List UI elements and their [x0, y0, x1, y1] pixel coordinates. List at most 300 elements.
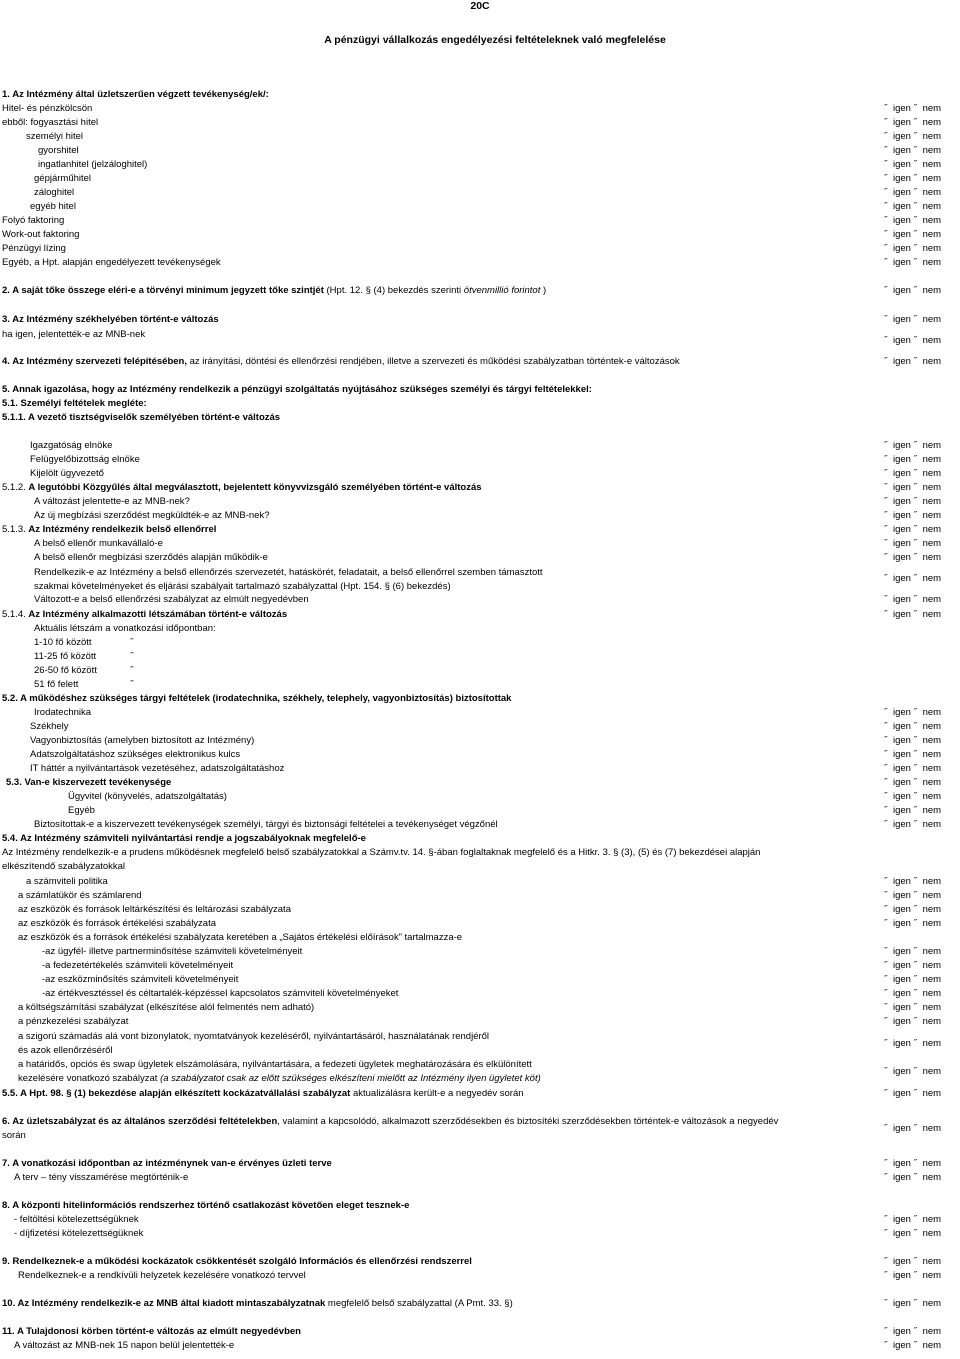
- question-text-part: egyéb hitel: [30, 201, 76, 212]
- question-row: [0, 636, 960, 649]
- question-text-part: -az eszközminősítés számviteli követelményeit: [42, 974, 239, 985]
- yes-label: igen: [893, 791, 911, 802]
- form-title: A pénzügyi vállalkozás engedélyezési feltételeknek való megfelelése: [324, 34, 666, 46]
- question-text-part: 1-10 fő között: [34, 637, 92, 648]
- yes-label: igen: [893, 285, 911, 296]
- yes-checkbox[interactable]: [884, 355, 889, 368]
- yes-no-choice: [884, 334, 960, 347]
- no-checkbox[interactable]: [914, 973, 919, 986]
- yes-checkbox[interactable]: [884, 706, 889, 719]
- no-checkbox[interactable]: [914, 776, 919, 789]
- yes-checkbox[interactable]: [884, 313, 889, 326]
- question-row: [0, 1255, 960, 1268]
- yes-checkbox[interactable]: [884, 1339, 889, 1352]
- yes-checkbox[interactable]: [884, 959, 889, 972]
- yes-label: igen: [893, 1123, 911, 1134]
- yes-checkbox[interactable]: [884, 1001, 889, 1014]
- yes-label: igen: [893, 538, 911, 549]
- question-text-part: Változott-e a belső ellenőrzési szabályzat az elmúlt negyedévben: [34, 594, 309, 605]
- no-label: nem: [922, 552, 942, 563]
- question-text: [2, 228, 79, 241]
- yes-label: igen: [893, 1228, 911, 1239]
- question-row: [0, 411, 960, 424]
- yes-checkbox[interactable]: [884, 889, 889, 902]
- question-text-part: 5.1.1. A vezető tisztségviselők személyében történt-e változás: [2, 412, 281, 423]
- no-label: nem: [922, 791, 942, 802]
- yes-label: igen: [893, 763, 911, 774]
- question-row: [0, 987, 960, 1000]
- yes-checkbox[interactable]: [884, 144, 889, 157]
- yes-no-choice: [884, 509, 960, 522]
- yes-label: igen: [893, 960, 911, 971]
- question-text: [18, 1001, 314, 1014]
- yes-checkbox[interactable]: [884, 1213, 889, 1226]
- no-checkbox[interactable]: [914, 130, 919, 143]
- yes-checkbox[interactable]: [884, 720, 889, 733]
- headcount-checkbox[interactable]: [130, 650, 133, 663]
- question-text: [34, 650, 96, 663]
- no-checkbox[interactable]: [914, 959, 919, 972]
- question-text: [18, 917, 216, 930]
- yes-checkbox[interactable]: [884, 467, 889, 480]
- no-checkbox[interactable]: [914, 481, 919, 494]
- question-text-part: 10. Az Intézmény rendelkezik-e az MNB által kiadott mintaszabályzatnak: [2, 1298, 326, 1309]
- no-checkbox[interactable]: [914, 200, 919, 213]
- question-text-part: személyi hitel: [26, 131, 84, 142]
- yes-checkbox[interactable]: [884, 172, 889, 185]
- yes-checkbox[interactable]: [884, 776, 889, 789]
- yes-label: igen: [893, 510, 911, 521]
- yes-checkbox[interactable]: [884, 242, 889, 255]
- question-text-part: megfelelő belső szabályzattal (A Pmt. 33. §): [325, 1298, 513, 1309]
- yes-label: igen: [893, 482, 911, 493]
- no-checkbox[interactable]: [914, 889, 919, 902]
- yes-label: igen: [893, 440, 911, 451]
- yes-checkbox[interactable]: [884, 945, 889, 958]
- question-text: [34, 593, 309, 606]
- yes-checkbox[interactable]: [884, 537, 889, 550]
- no-checkbox[interactable]: [914, 1015, 919, 1028]
- no-label: nem: [922, 890, 942, 901]
- yes-checkbox[interactable]: [884, 523, 889, 536]
- yes-checkbox[interactable]: [884, 256, 889, 269]
- yes-label: igen: [893, 1298, 911, 1309]
- yes-checkbox[interactable]: [884, 509, 889, 522]
- no-checkbox[interactable]: [914, 186, 919, 199]
- no-checkbox[interactable]: [914, 313, 919, 326]
- question-row: [0, 130, 960, 143]
- question-row: [0, 242, 960, 255]
- yes-label: igen: [893, 454, 911, 465]
- yes-checkbox[interactable]: [884, 1171, 889, 1184]
- yes-checkbox[interactable]: [884, 214, 889, 227]
- no-checkbox[interactable]: [914, 987, 919, 1000]
- question-text: [30, 453, 140, 466]
- question-text-part: ingatlanhitel (jelzáloghitel): [38, 159, 148, 170]
- no-label: nem: [922, 1228, 942, 1239]
- yes-checkbox[interactable]: [884, 439, 889, 452]
- yes-no-choice: [884, 903, 960, 916]
- question-row: [0, 1213, 960, 1226]
- yes-no-choice: [884, 1297, 960, 1310]
- yes-no-choice: [884, 734, 960, 747]
- yes-checkbox[interactable]: [884, 762, 889, 775]
- no-label: nem: [922, 103, 942, 114]
- no-checkbox[interactable]: [914, 1001, 919, 1014]
- question-text: [30, 200, 76, 213]
- yes-checkbox[interactable]: [884, 804, 889, 817]
- no-checkbox[interactable]: [914, 1171, 919, 1184]
- no-label: nem: [922, 496, 942, 507]
- yes-checkbox[interactable]: [884, 973, 889, 986]
- yes-label: igen: [893, 721, 911, 732]
- question-text: [2, 846, 760, 859]
- no-checkbox[interactable]: [914, 355, 919, 368]
- no-label: nem: [922, 1298, 942, 1309]
- no-checkbox[interactable]: [914, 537, 919, 550]
- no-label: nem: [922, 946, 942, 957]
- question-text: [14, 1227, 143, 1240]
- question-text: [2, 1087, 524, 1100]
- question-row: [0, 734, 960, 747]
- question-text-part: Felügyelőbizottság elnöke: [30, 454, 140, 465]
- question-text-part: és azok ellenőrzéséről: [18, 1045, 113, 1056]
- yes-checkbox[interactable]: [884, 790, 889, 803]
- question-row: [0, 1269, 960, 1282]
- yes-checkbox[interactable]: [884, 228, 889, 241]
- yes-label: igen: [893, 1326, 911, 1337]
- question-text-part: ebből: fogyasztási hitel: [2, 117, 99, 128]
- no-label: nem: [922, 1270, 942, 1281]
- yes-no-choice: [884, 959, 960, 972]
- no-label: nem: [922, 735, 942, 746]
- no-checkbox[interactable]: [914, 242, 919, 255]
- no-label: nem: [922, 1158, 942, 1169]
- question-text-part: 7. A vonatkozási időpontban az intézménynek van-e érvényes üzleti terve: [2, 1158, 332, 1169]
- no-checkbox[interactable]: [914, 467, 919, 480]
- yes-label: igen: [893, 243, 911, 254]
- no-checkbox[interactable]: [914, 804, 919, 817]
- no-label: nem: [922, 988, 942, 999]
- question-text-part: 5.1.2.: [2, 482, 29, 493]
- yes-checkbox[interactable]: [884, 130, 889, 143]
- yes-checkbox[interactable]: [884, 1087, 889, 1100]
- no-checkbox[interactable]: [914, 439, 919, 452]
- question-row: [0, 832, 960, 845]
- question-text: [30, 720, 69, 733]
- yes-label: igen: [893, 1340, 911, 1351]
- yes-no-choice: [884, 200, 960, 213]
- yes-no-choice: [884, 1213, 960, 1226]
- no-label: nem: [922, 314, 942, 325]
- yes-no-choice: [884, 973, 960, 986]
- no-checkbox[interactable]: [914, 762, 919, 775]
- question-text: [2, 355, 680, 368]
- yes-no-choice: [884, 720, 960, 733]
- no-label: nem: [922, 1088, 942, 1099]
- yes-checkbox[interactable]: [884, 1325, 889, 1338]
- yes-label: igen: [893, 1214, 911, 1225]
- yes-checkbox[interactable]: [884, 1015, 889, 1028]
- no-checkbox[interactable]: [914, 172, 919, 185]
- yes-checkbox[interactable]: [884, 481, 889, 494]
- question-text: [34, 172, 91, 185]
- no-checkbox[interactable]: [914, 720, 919, 733]
- no-checkbox[interactable]: [914, 144, 919, 157]
- yes-checkbox[interactable]: [884, 734, 889, 747]
- yes-checkbox[interactable]: [884, 284, 889, 297]
- no-checkbox[interactable]: [914, 818, 919, 831]
- question-row: [0, 931, 960, 944]
- question-text-part: 5.3. Van-e kiszervezett tevékenysége: [6, 777, 172, 788]
- no-checkbox[interactable]: [914, 1087, 919, 1100]
- no-checkbox[interactable]: [914, 453, 919, 466]
- question-row: [0, 102, 960, 115]
- yes-no-choice: [884, 214, 960, 227]
- no-checkbox[interactable]: [914, 158, 919, 171]
- question-text: [68, 804, 95, 817]
- question-text: [30, 439, 112, 452]
- yes-no-choice: [884, 1157, 960, 1170]
- no-label: nem: [922, 145, 942, 156]
- question-text-part: Egyéb: [68, 805, 95, 816]
- question-row: [0, 1227, 960, 1240]
- no-checkbox[interactable]: [914, 1255, 919, 1268]
- question-text: [2, 313, 219, 326]
- yes-no-choice: [884, 889, 960, 902]
- yes-checkbox[interactable]: [884, 1297, 889, 1310]
- headcount-checkbox[interactable]: [130, 636, 133, 649]
- question-row: [0, 664, 960, 677]
- no-checkbox[interactable]: [914, 214, 919, 227]
- question-text-part: 5. Annak igazolása, hogy az Intézmény rendelkezik a pénzügyi szolgáltatás nyújtásához szükséges személyi és tárgyi feltételekkel:: [2, 384, 592, 395]
- yes-checkbox[interactable]: [884, 453, 889, 466]
- question-text: [2, 102, 92, 115]
- no-label: nem: [922, 117, 942, 128]
- yes-checkbox[interactable]: [884, 116, 889, 129]
- question-text: [34, 537, 163, 550]
- question-text-part: IT háttér a nyilvántartások vezetéséhez, adatszolgáltatáshoz: [30, 763, 285, 774]
- question-text-part: gyorshitel: [38, 145, 79, 156]
- question-text-part: 5.2. A működéshez szükséges tárgyi feltételek (irodatechnika, székhely, telephely, vagyonbiztosítás) biztosítottak: [2, 693, 512, 704]
- question-text-part: az irányítási, döntési és ellenőrzési rendjében, illetve a szervezeti és működési szabályzatban történtek-e változások: [186, 356, 680, 367]
- question-row: [0, 818, 960, 831]
- question-text: [2, 1325, 301, 1338]
- no-checkbox[interactable]: [914, 1325, 919, 1338]
- no-label: nem: [922, 594, 942, 605]
- question-row: [0, 172, 960, 185]
- question-text-part: (a szabályzatot csak az előtt szükséges elkészíteni mielőtt az Intézmény ilyen ügyletet köt): [160, 1073, 541, 1084]
- question-text: [30, 762, 284, 775]
- question-text-part: Az Intézmény rendelkezik belső ellenőrrel: [28, 524, 217, 535]
- question-text-part: Aktuális létszám a vonatkozási időpontban:: [34, 623, 216, 634]
- question-text: [26, 875, 108, 888]
- question-text-part: 2. A saját tőke összege eléri-e a törvényi minimum jegyzett tőke szintjét: [2, 285, 324, 296]
- no-checkbox[interactable]: [914, 116, 919, 129]
- question-text-part: Pénzügyi lízing: [2, 243, 66, 254]
- question-text-part: a szigorú számadás alá vont bizonylatok, nyomtatványok kezeléséről, nyilvántartásáról, használatának rendjéről: [18, 1031, 490, 1042]
- question-text-part: 26-50 fő között: [34, 665, 97, 676]
- question-text-part: 1. Az Intézmény által üzletszerűen végzett tevékenység/ek/:: [2, 89, 269, 100]
- no-checkbox[interactable]: [914, 945, 919, 958]
- no-checkbox[interactable]: [914, 1213, 919, 1226]
- no-checkbox[interactable]: [914, 228, 919, 241]
- question-text-part: -a fedezetértékelés számviteli követelményeit: [42, 960, 234, 971]
- no-checkbox[interactable]: [914, 523, 919, 536]
- no-checkbox[interactable]: [914, 875, 919, 888]
- yes-checkbox[interactable]: [884, 1255, 889, 1268]
- question-row: [0, 551, 960, 564]
- no-label: nem: [922, 468, 942, 479]
- question-text-part: az eszközök és források leltárkészítési és leltározási szabályzata: [18, 904, 291, 915]
- question-text: [2, 397, 147, 410]
- question-text-part: 6. Az üzletszabályzat és az általános szerződési feltételekben: [2, 1116, 278, 1127]
- yes-checkbox[interactable]: [884, 1227, 889, 1240]
- question-row: [0, 1015, 960, 1028]
- yes-checkbox[interactable]: [884, 593, 889, 606]
- question-text-part: ötvenmillió forintot: [463, 285, 541, 296]
- question-text-part: A belső ellenőr megbízási szerződés alapján működik-e: [34, 552, 268, 563]
- yes-checkbox[interactable]: [884, 917, 889, 930]
- yes-no-choice: [884, 776, 960, 789]
- question-text-part: a pénzkezelési szabályzat: [18, 1016, 129, 1027]
- no-checkbox[interactable]: [914, 1157, 919, 1170]
- question-row: [0, 313, 960, 326]
- headcount-checkbox[interactable]: [130, 664, 133, 677]
- question-row: [0, 706, 960, 719]
- no-checkbox[interactable]: [914, 1227, 919, 1240]
- question-text-part: (Hpt. 12. § (4) bekezdés szerinti: [323, 285, 464, 296]
- question-text-part: a költségszámítási szabályzat (elkészítése alól felmentés nem adható): [18, 1002, 315, 1013]
- question-row: [0, 453, 960, 466]
- no-checkbox[interactable]: [914, 334, 919, 347]
- question-row: [0, 1001, 960, 1014]
- yes-label: igen: [893, 1038, 911, 1049]
- question-text-part: a határidős, opciós és swap ügyletek elszámolására, nyilvántartására, a fedezeti ügyletek meghatározására és elkülönített: [18, 1059, 532, 1070]
- no-checkbox[interactable]: [914, 1339, 919, 1352]
- question-text: [2, 88, 269, 101]
- question-text-part: 5.1.4.: [2, 609, 29, 620]
- no-checkbox[interactable]: [914, 748, 919, 761]
- question-row: [0, 495, 960, 508]
- question-text-part: során: [2, 1130, 26, 1141]
- yes-checkbox[interactable]: [884, 903, 889, 916]
- question-row: [0, 200, 960, 213]
- yes-checkbox[interactable]: [884, 495, 889, 508]
- yes-checkbox[interactable]: [884, 200, 889, 213]
- question-row: [0, 959, 960, 972]
- question-text-part: 51 fő felett: [34, 679, 79, 690]
- yes-checkbox[interactable]: [884, 608, 889, 621]
- yes-no-choice: [884, 593, 960, 606]
- no-label: nem: [922, 257, 942, 268]
- yes-checkbox[interactable]: [884, 102, 889, 115]
- yes-checkbox[interactable]: [884, 748, 889, 761]
- yes-no-choice: [884, 608, 960, 621]
- no-label: nem: [922, 538, 942, 549]
- no-checkbox[interactable]: [914, 608, 919, 621]
- question-text: [38, 158, 147, 171]
- no-label: nem: [922, 1038, 942, 1049]
- yes-label: igen: [893, 145, 911, 156]
- yes-label: igen: [893, 819, 911, 830]
- yes-no-choice: [884, 790, 960, 803]
- question-row: [0, 537, 960, 550]
- no-checkbox[interactable]: [914, 706, 919, 719]
- question-row: [0, 973, 960, 986]
- no-checkbox[interactable]: [914, 917, 919, 930]
- no-checkbox[interactable]: [914, 551, 919, 564]
- no-checkbox[interactable]: [914, 734, 919, 747]
- no-label: nem: [922, 1172, 942, 1183]
- no-checkbox[interactable]: [914, 284, 919, 297]
- yes-no-choice: [884, 945, 960, 958]
- question-row: [0, 1129, 960, 1142]
- question-text: [34, 186, 74, 199]
- no-checkbox[interactable]: [914, 102, 919, 115]
- yes-checkbox[interactable]: [884, 334, 889, 347]
- yes-label: igen: [893, 946, 911, 957]
- headcount-checkbox[interactable]: [130, 678, 133, 691]
- yes-no-choice: [884, 355, 960, 368]
- yes-no-choice: [884, 1227, 960, 1240]
- question-row: [0, 158, 960, 171]
- yes-label: igen: [893, 335, 911, 346]
- question-text-part: elkészítendő szabályzatokkal: [2, 861, 126, 872]
- question-row: [0, 1297, 960, 1310]
- no-checkbox[interactable]: [914, 1297, 919, 1310]
- no-checkbox[interactable]: [914, 1269, 919, 1282]
- question-text-part: 4. Az Intézmény szervezeti felépítésében,: [2, 356, 187, 367]
- yes-label: igen: [893, 609, 911, 620]
- no-label: nem: [922, 777, 942, 788]
- yes-no-choice: [884, 467, 960, 480]
- question-text-part: az eszközök és a források értékelési szabályzata keretében a „Sajátos értékelési előírások” tartalmazza-e: [18, 932, 463, 943]
- yes-checkbox[interactable]: [884, 1157, 889, 1170]
- no-checkbox[interactable]: [914, 495, 919, 508]
- question-text: [2, 523, 216, 536]
- question-text: [18, 889, 142, 902]
- question-text: [34, 495, 190, 508]
- no-checkbox[interactable]: [914, 903, 919, 916]
- question-text-part: - díjfizetési kötelezettségüknek: [14, 1228, 144, 1239]
- no-checkbox[interactable]: [914, 593, 919, 606]
- no-checkbox[interactable]: [914, 509, 919, 522]
- question-text: [2, 608, 287, 621]
- yes-checkbox[interactable]: [884, 818, 889, 831]
- question-text: [34, 818, 498, 831]
- question-text-part: kezelésére vonatkozó szabályzat: [18, 1073, 161, 1084]
- question-row: [0, 383, 960, 396]
- yes-checkbox[interactable]: [884, 551, 889, 564]
- yes-no-choice: [884, 186, 960, 199]
- no-label: nem: [922, 335, 942, 346]
- no-checkbox[interactable]: [914, 790, 919, 803]
- no-checkbox[interactable]: [914, 256, 919, 269]
- yes-checkbox[interactable]: [884, 1269, 889, 1282]
- no-label: nem: [922, 454, 942, 465]
- yes-no-choice: [884, 439, 960, 452]
- no-label: nem: [922, 749, 942, 760]
- yes-no-choice: [884, 1171, 960, 1184]
- yes-no-choice: [884, 453, 960, 466]
- yes-checkbox[interactable]: [884, 186, 889, 199]
- question-text: [26, 130, 83, 143]
- yes-checkbox[interactable]: [884, 158, 889, 171]
- yes-checkbox[interactable]: [884, 875, 889, 888]
- yes-checkbox[interactable]: [884, 987, 889, 1000]
- question-text-part: záloghitel: [34, 187, 75, 198]
